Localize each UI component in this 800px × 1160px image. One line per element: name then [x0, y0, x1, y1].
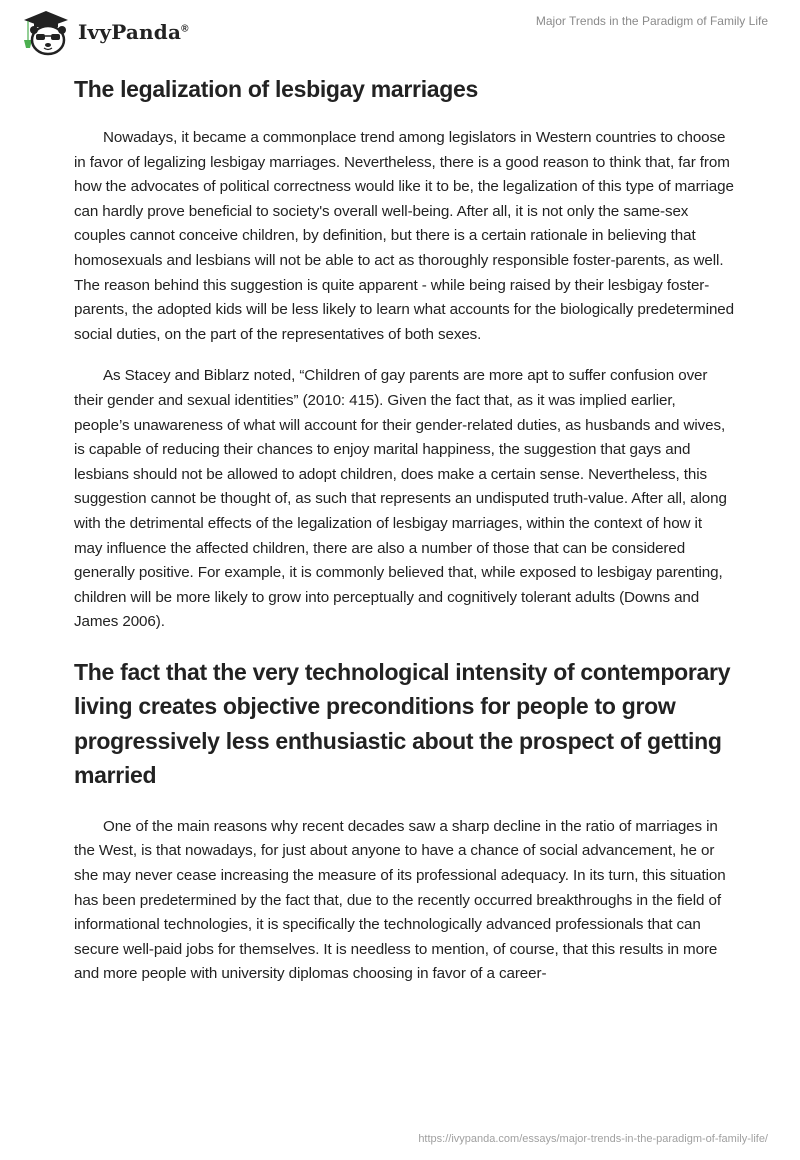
paragraph: One of the main reasons why recent decades saw a sharp decline in the ratio of marriages in the West, is that nowadays, for just about anyone to have a chance of social advancement, he or she may never cease increasing the measure of its professional adequacy. In its turn, this situation has been predetermined by the fact that, due to the recently occurred breakthroughs in the field of informational technologies, it is specifically the technologically advanced professionals that can secure well-paid jobs for themselves. It is needless to mention, of course, that this results in more and more people with university diplomas choosing in favor of a career-: [74, 817, 726, 983]
logo-text: IvyPanda®: [78, 20, 189, 44]
page-header: [0, 0, 800, 56]
ivypanda-logo[interactable]: [18, 8, 189, 56]
article-body: [74, 72, 734, 1004]
source-url[interactable]: https://ivypanda.com/essays/major-trends-in-the-paradigm-of-family-life/: [418, 1133, 768, 1145]
section-heading: The fact that the very technological intensity of contemporary living creates objective preconditions for people to grow progressively less enthusiastic about the prospect of getting married: [74, 658, 731, 789]
section-heading: The legalization of lesbigay marriages: [74, 76, 479, 102]
paragraph: As Stacey and Biblarz noted, “Children of gay parents are more apt to suffer confusion over their gender and sexual identities” (2010: 415). Given the fact that, as it was implied earlier, people’s unawareness of what will account for their gender-related duties, as husbands and wives, is capable of reducing their chances to enjoy marital happiness, the suggestion that gays and lesbians should not be allowed to adopt children, does make a certain sense. Nevertheless, this suggestion cannot be thought of, as such that represents an undisputed truth-value. After all, along with the detrimental effects of the legalization of lesbigay marriages, within the context of how it may influence the affected children, there are also a number of those that can be considered generally positive. For example, it is commonly believed that, while exposed to lesbigay parenting, children will be more likely to grow into perceptually and cognitively tolerant adults (Downs and James 2006).: [74, 367, 727, 631]
document-title: Major Trends in the Paradigm of Family Life: [535, 14, 768, 28]
panda-graduate-icon: [18, 8, 74, 56]
paragraph: Nowadays, it became a commonplace trend among legislators in Western countries to choose in favor of legalizing lesbigay marriages. Nevertheless, there is a good reason to think that, far from how the advocates of political correctness would like it to be, the legalization of this type of marriage can hardly prove beneficial to society's overall well-being. After all, it is not only the same-sex couples cannot conceive children, by definition, but there is a certain rationale in believing that homosexuals and lesbians will not be able to act as thoroughly responsible foster-parents, as well. The reason behind this suggestion is quite apparent - while being raised by their lesbigay foster-parents, the adopted kids will be less likely to learn what accounts for the biologically predetermined social duties, on the part of the representatives of both sexes.: [74, 129, 735, 343]
